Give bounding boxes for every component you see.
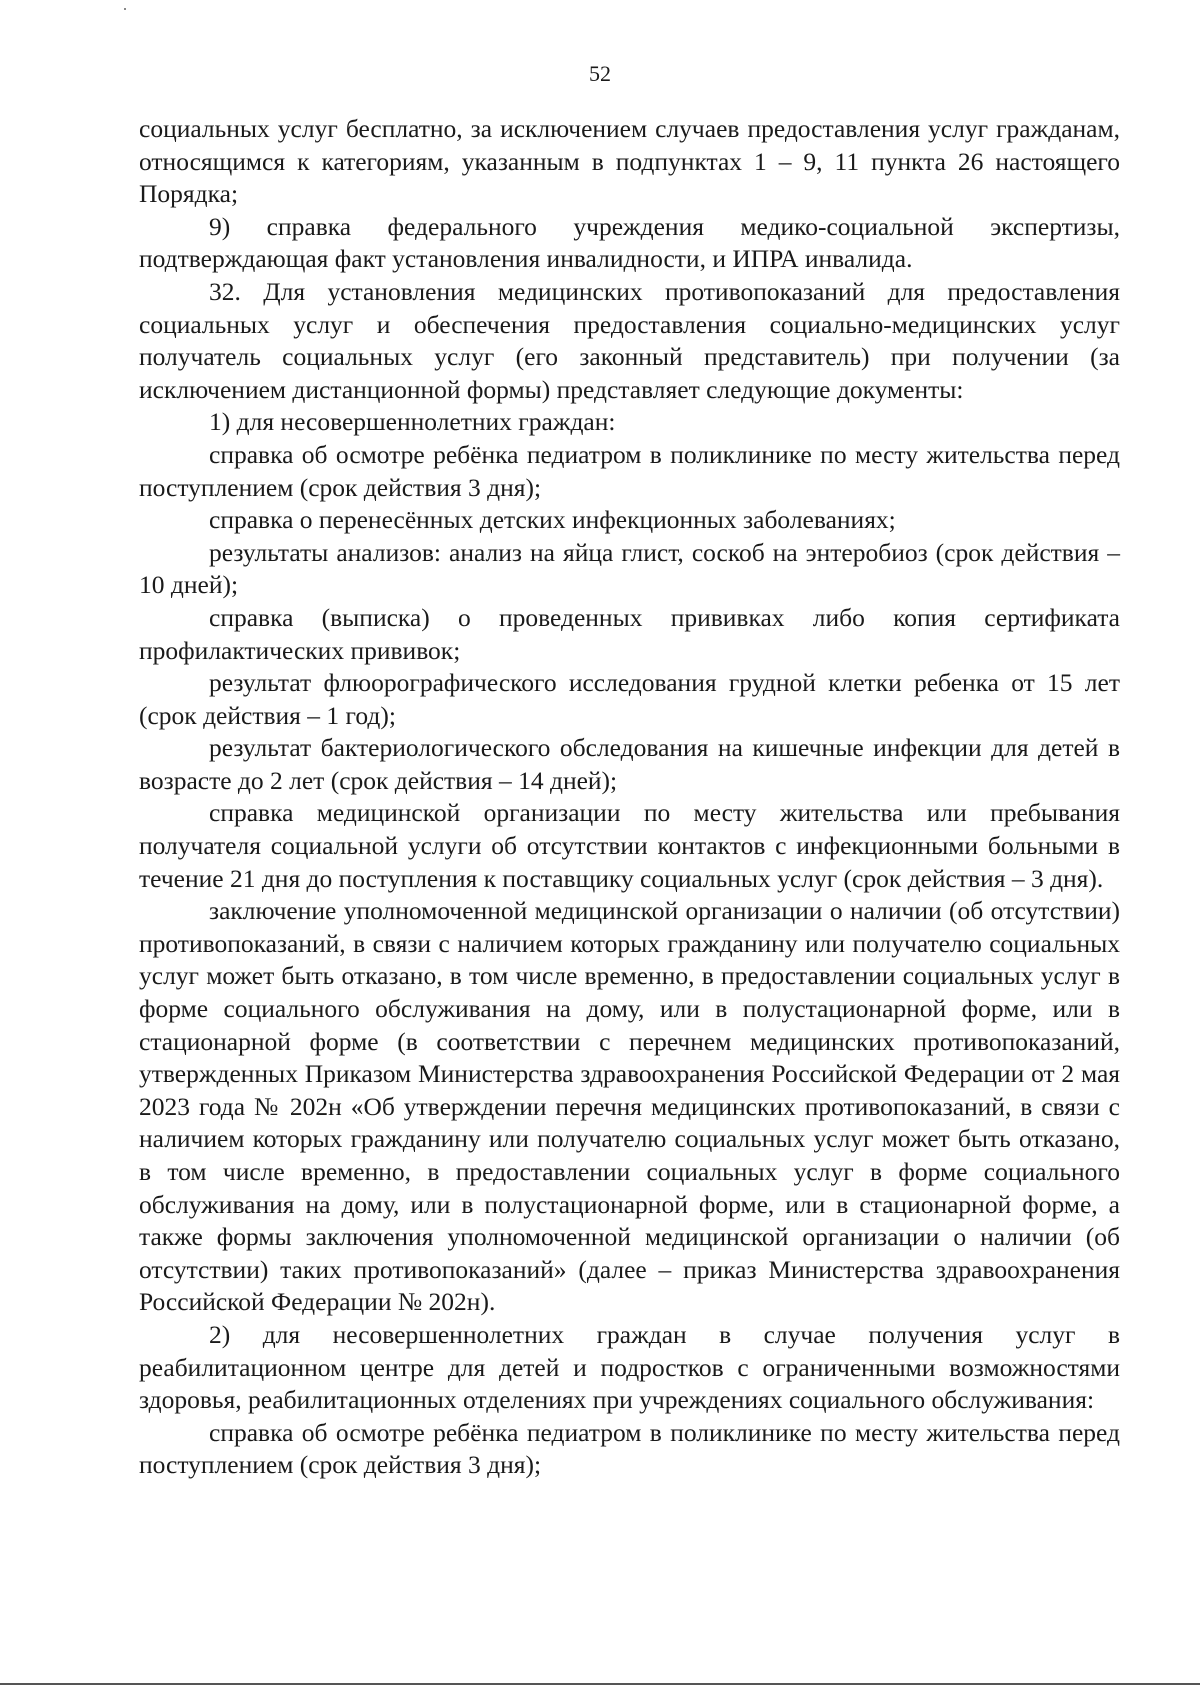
paragraph-pediatrician-certificate-2: справка об осмотре ребёнка педиатром в поликлинике по месту жительства перед поступлением (срок действия 3 дня); xyxy=(139,1417,1120,1480)
paragraph-vaccinations: справка (выписка) о проведенных прививках либо копия сертификата профилактических прививок; xyxy=(139,602,1120,665)
paragraph-subitem-1: 1) для несовершеннолетних граждан: xyxy=(209,407,616,437)
bottom-divider xyxy=(0,1683,1200,1685)
paragraph-clause-32: 32. Для установления медицинских противопоказаний для предоставления социальных услуг и обеспечения предоставления социально-медицинских услуг получатель социальных услуг (его законный представитель) при получении (за исключением дистанционной формы) представляет следующие документы: xyxy=(139,276,1120,404)
paragraph-lab-tests: результаты анализов: анализ на яйца глист, соскоб на энтеробиоз (срок действия – 10 дней); xyxy=(139,537,1120,600)
paragraph-fluorography: результат флюорографического исследования грудной клетки ребенка от 15 лет (срок действия – 1 год); xyxy=(139,668,1120,730)
paragraph-infection-history: справка о перенесённых детских инфекционных заболеваниях; xyxy=(209,505,896,535)
scan-artifact xyxy=(124,8,126,10)
paragraph-continuation: социальных услуг бесплатно, за исключением случаев предоставления услуг гражданам, относящимся к категориям, указанным в подпунктах 1 – 9, 11 пункта 26 настоящего Порядка; xyxy=(139,114,1120,209)
paragraph-medical-conclusion: заключение уполномоченной медицинской организации о наличии (об отсутствии) противопоказаний, в связи с наличием которых гражданину или получателю социальных услуг может быть отказано, в том числе временно, в предоставлении социальных услуг в форме социального обслуживания на дому, или в полустационарной форме, или в стационарной форме (в соответствии с перечнем медицинских противопоказаний, утвержденных Приказом Министерства здравоохранения Российской Федерации от 2 мая 2023 года № 202н «Об утверждении перечня медицинских противопоказаний, в связи с наличием которых гражданину или получателю социальных услуг может быть отказано, в том числе временно, в предоставлении социальных услуг в форме социального обслуживания на дому, или в полустационарной форме, или в стационарной форме, а также формы заключения уполномоченной медицинской организации о наличии (об отсутствии) таких противопоказаний» (далее – приказ Министерства здравоохранения Российской Федерации № 202н). xyxy=(139,896,1120,1317)
paragraph-subitem-2: 2) для несовершеннолетних граждан в случае получения услуг в реабилитационном центре для детей и подростков с ограниченными возможностями здоровья, реабилитационных отделениях при учреждениях социального обслуживания: xyxy=(139,1319,1120,1415)
paragraph-contacts-certificate: справка медицинской организации по месту жительства или пребывания получателя социальной услуги об отсутствии контактов с инфекционными больными в течение 21 дня до поступления к поставщику социальных услуг (срок действия – 3 дня). xyxy=(139,798,1120,893)
page-number: 52 xyxy=(589,61,611,86)
paragraph-bacteriology: результат бактериологического обследования на кишечные инфекции для детей в возрасте до 2 лет (срок действия – 14 дней); xyxy=(139,733,1120,795)
document-body xyxy=(139,113,1120,1482)
paragraph-pediatrician-certificate: справка об осмотре ребёнка педиатром в поликлинике по месту жительства перед поступлением (срок действия 3 дня); xyxy=(139,439,1120,502)
paragraph-item-9: 9) справка федерального учреждения медико-социальной экспертизы, подтверждающая факт установления инвалидности, и ИПРА инвалида. xyxy=(139,211,1120,274)
